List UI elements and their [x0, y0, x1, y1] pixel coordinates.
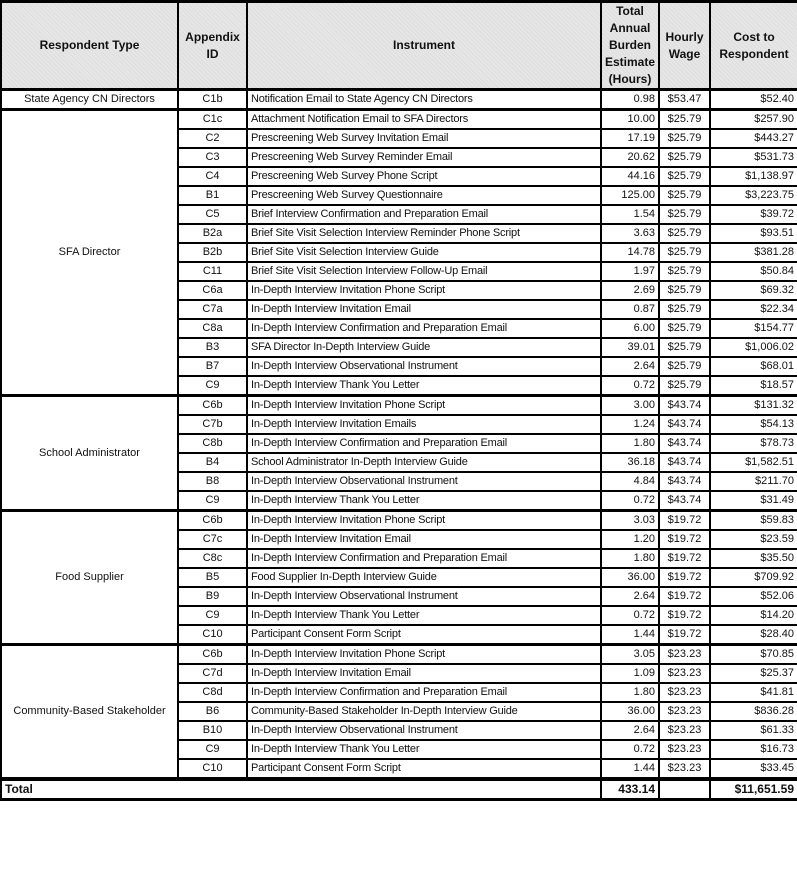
instrument-cell: Brief Interview Confirmation and Preparation Email	[247, 205, 601, 224]
hours-cell: 39.01	[601, 338, 659, 357]
table-row	[1, 110, 797, 130]
hourly-wage-cell: $23.23	[659, 702, 710, 721]
table-row	[1, 90, 797, 110]
hourly-wage-cell: $19.72	[659, 625, 710, 645]
instrument-cell: Prescreening Web Survey Questionnaire	[247, 186, 601, 205]
appendix-id-cell: B5	[178, 568, 247, 587]
total-row	[1, 779, 797, 800]
hourly-wage-cell: $23.23	[659, 683, 710, 702]
instrument-cell: In-Depth Interview Thank You Letter	[247, 491, 601, 511]
cost-cell: $35.50	[710, 549, 797, 568]
appendix-id-cell: C6b	[178, 396, 247, 416]
hourly-wage-cell: $23.23	[659, 664, 710, 683]
appendix-id-cell: B2a	[178, 224, 247, 243]
hours-cell: 0.72	[601, 740, 659, 759]
instrument-cell: In-Depth Interview Observational Instrument	[247, 721, 601, 740]
instrument-cell: In-Depth Interview Confirmation and Preparation Email	[247, 549, 601, 568]
instrument-cell: In-Depth Interview Thank You Letter	[247, 606, 601, 625]
instrument-cell: SFA Director In-Depth Interview Guide	[247, 338, 601, 357]
instrument-cell: School Administrator In-Depth Interview Guide	[247, 453, 601, 472]
instrument-cell: In-Depth Interview Observational Instrument	[247, 472, 601, 491]
appendix-id-cell: C9	[178, 376, 247, 396]
appendix-id-cell: C6b	[178, 511, 247, 531]
cost-cell: $1,006.02	[710, 338, 797, 357]
header-instrument: Instrument	[247, 2, 601, 90]
cost-cell: $39.72	[710, 205, 797, 224]
cost-cell: $78.73	[710, 434, 797, 453]
cost-cell: $131.32	[710, 396, 797, 416]
instrument-cell: In-Depth Interview Thank You Letter	[247, 376, 601, 396]
hourly-wage-cell: $43.74	[659, 472, 710, 491]
hourly-wage-cell: $25.79	[659, 243, 710, 262]
appendix-id-cell: C8c	[178, 549, 247, 568]
cost-cell: $257.90	[710, 110, 797, 130]
hourly-wage-cell: $23.23	[659, 740, 710, 759]
cost-cell: $61.33	[710, 721, 797, 740]
hourly-wage-cell: $53.47	[659, 90, 710, 110]
appendix-id-cell: C2	[178, 129, 247, 148]
hourly-wage-cell: $19.72	[659, 568, 710, 587]
cost-cell: $1,138.97	[710, 167, 797, 186]
instrument-cell: In-Depth Interview Observational Instrument	[247, 587, 601, 606]
hourly-wage-cell: $43.74	[659, 434, 710, 453]
appendix-id-cell: C1c	[178, 110, 247, 130]
hourly-wage-cell: $25.79	[659, 205, 710, 224]
hours-cell: 36.18	[601, 453, 659, 472]
cost-cell: $68.01	[710, 357, 797, 376]
hourly-wage-cell: $25.79	[659, 357, 710, 376]
instrument-cell: In-Depth Interview Confirmation and Preparation Email	[247, 319, 601, 338]
respondent-type-cell: School Administrator	[1, 396, 178, 511]
cost-cell: $709.92	[710, 568, 797, 587]
cost-cell: $836.28	[710, 702, 797, 721]
hours-cell: 10.00	[601, 110, 659, 130]
total-cost: $11,651.59	[710, 779, 797, 800]
cost-cell: $31.49	[710, 491, 797, 511]
hourly-wage-cell: $19.72	[659, 606, 710, 625]
appendix-id-cell: B4	[178, 453, 247, 472]
instrument-cell: In-Depth Interview Invitation Phone Script	[247, 645, 601, 665]
total-section	[1, 779, 797, 800]
instrument-cell: Prescreening Web Survey Phone Script	[247, 167, 601, 186]
hours-cell: 1.97	[601, 262, 659, 281]
cost-cell: $3,223.75	[710, 186, 797, 205]
instrument-cell: In-Depth Interview Thank You Letter	[247, 740, 601, 759]
hours-cell: 0.87	[601, 300, 659, 319]
appendix-id-cell: B1	[178, 186, 247, 205]
hourly-wage-cell: $23.23	[659, 759, 710, 779]
respondent-type-cell: Food Supplier	[1, 511, 178, 645]
appendix-id-cell: C7b	[178, 415, 247, 434]
hours-cell: 1.44	[601, 625, 659, 645]
appendix-id-cell: C9	[178, 491, 247, 511]
respondent-group	[1, 90, 797, 110]
respondent-type-cell: State Agency CN Directors	[1, 90, 178, 110]
header-row	[1, 2, 797, 90]
respondent-type-cell: SFA Director	[1, 110, 178, 396]
hourly-wage-cell: $25.79	[659, 338, 710, 357]
hours-cell: 3.05	[601, 645, 659, 665]
hourly-wage-cell: $25.79	[659, 262, 710, 281]
hourly-wage-cell: $43.74	[659, 396, 710, 416]
cost-cell: $52.06	[710, 587, 797, 606]
hourly-wage-cell: $25.79	[659, 148, 710, 167]
header-respondent-type: Respondent Type	[1, 2, 178, 90]
appendix-id-cell: C8d	[178, 683, 247, 702]
instrument-cell: Participant Consent Form Script	[247, 625, 601, 645]
hourly-wage-cell: $43.74	[659, 491, 710, 511]
table-row	[1, 511, 797, 531]
header-cost: Cost to Respondent	[710, 2, 797, 90]
header-appendix-id: Appendix ID	[178, 2, 247, 90]
cost-cell: $443.27	[710, 129, 797, 148]
appendix-id-cell: C8a	[178, 319, 247, 338]
appendix-id-cell: B7	[178, 357, 247, 376]
hourly-wage-cell: $25.79	[659, 300, 710, 319]
appendix-id-cell: B10	[178, 721, 247, 740]
appendix-id-cell: C3	[178, 148, 247, 167]
hourly-wage-cell: $19.72	[659, 530, 710, 549]
hours-cell: 0.72	[601, 376, 659, 396]
cost-cell: $52.40	[710, 90, 797, 110]
cost-cell: $54.13	[710, 415, 797, 434]
hourly-wage-cell: $43.74	[659, 453, 710, 472]
hours-cell: 2.64	[601, 721, 659, 740]
hours-cell: 1.24	[601, 415, 659, 434]
appendix-id-cell: C9	[178, 606, 247, 625]
cost-cell: $531.73	[710, 148, 797, 167]
hours-cell: 125.00	[601, 186, 659, 205]
instrument-cell: Brief Site Visit Selection Interview Follow-Up Email	[247, 262, 601, 281]
hours-cell: 3.00	[601, 396, 659, 416]
appendix-id-cell: C8b	[178, 434, 247, 453]
instrument-cell: In-Depth Interview Invitation Email	[247, 300, 601, 319]
cost-cell: $22.34	[710, 300, 797, 319]
hours-cell: 1.09	[601, 664, 659, 683]
hours-cell: 0.72	[601, 606, 659, 625]
instrument-cell: Prescreening Web Survey Reminder Email	[247, 148, 601, 167]
hours-cell: 44.16	[601, 167, 659, 186]
cost-cell: $14.20	[710, 606, 797, 625]
hours-cell: 4.84	[601, 472, 659, 491]
total-wage	[659, 779, 710, 800]
instrument-cell: Prescreening Web Survey Invitation Email	[247, 129, 601, 148]
appendix-id-cell: C4	[178, 167, 247, 186]
hourly-wage-cell: $25.79	[659, 376, 710, 396]
appendix-id-cell: B3	[178, 338, 247, 357]
hours-cell: 1.20	[601, 530, 659, 549]
appendix-id-cell: C1b	[178, 90, 247, 110]
hourly-wage-cell: $19.72	[659, 549, 710, 568]
hourly-wage-cell: $25.79	[659, 319, 710, 338]
cost-cell: $16.73	[710, 740, 797, 759]
hours-cell: 0.72	[601, 491, 659, 511]
hours-cell: 1.80	[601, 683, 659, 702]
hours-cell: 1.44	[601, 759, 659, 779]
table-row	[1, 396, 797, 416]
appendix-id-cell: C11	[178, 262, 247, 281]
respondent-group	[1, 645, 797, 780]
instrument-cell: In-Depth Interview Observational Instrument	[247, 357, 601, 376]
hours-cell: 2.64	[601, 357, 659, 376]
appendix-id-cell: C7a	[178, 300, 247, 319]
table-row	[1, 645, 797, 665]
instrument-cell: In-Depth Interview Confirmation and Preparation Email	[247, 434, 601, 453]
hourly-wage-cell: $25.79	[659, 224, 710, 243]
appendix-id-cell: C9	[178, 740, 247, 759]
instrument-cell: Brief Site Visit Selection Interview Reminder Phone Script	[247, 224, 601, 243]
header-hourly-wage: Hourly Wage	[659, 2, 710, 90]
instrument-cell: Brief Site Visit Selection Interview Guide	[247, 243, 601, 262]
instrument-cell: In-Depth Interview Invitation Phone Script	[247, 281, 601, 300]
appendix-id-cell: C6a	[178, 281, 247, 300]
instrument-cell: Notification Email to State Agency CN Directors	[247, 90, 601, 110]
hourly-wage-cell: $25.79	[659, 167, 710, 186]
cost-cell: $23.59	[710, 530, 797, 549]
instrument-cell: In-Depth Interview Invitation Email	[247, 664, 601, 683]
total-label: Total	[1, 779, 601, 800]
cost-cell: $1,582.51	[710, 453, 797, 472]
cost-cell: $93.51	[710, 224, 797, 243]
header-hours: Total Annual Burden Estimate (Hours)	[601, 2, 659, 90]
instrument-cell: Community-Based Stakeholder In-Depth Interview Guide	[247, 702, 601, 721]
hours-cell: 3.03	[601, 511, 659, 531]
appendix-id-cell: C10	[178, 759, 247, 779]
hours-cell: 1.54	[601, 205, 659, 224]
hourly-wage-cell: $25.79	[659, 281, 710, 300]
hourly-wage-cell: $25.79	[659, 110, 710, 130]
cost-cell: $211.70	[710, 472, 797, 491]
appendix-id-cell: C5	[178, 205, 247, 224]
cost-cell: $154.77	[710, 319, 797, 338]
respondent-group	[1, 511, 797, 645]
appendix-id-cell: C7d	[178, 664, 247, 683]
hourly-wage-cell: $25.79	[659, 186, 710, 205]
appendix-id-cell: C6b	[178, 645, 247, 665]
instrument-cell: Participant Consent Form Script	[247, 759, 601, 779]
hourly-wage-cell: $25.79	[659, 129, 710, 148]
hours-cell: 17.19	[601, 129, 659, 148]
hours-cell: 1.80	[601, 434, 659, 453]
instrument-cell: Attachment Notification Email to SFA Directors	[247, 110, 601, 130]
hourly-wage-cell: $43.74	[659, 415, 710, 434]
hours-cell: 2.69	[601, 281, 659, 300]
instrument-cell: In-Depth Interview Invitation Email	[247, 530, 601, 549]
cost-cell: $70.85	[710, 645, 797, 665]
cost-cell: $18.57	[710, 376, 797, 396]
total-hours: 433.14	[601, 779, 659, 800]
hourly-wage-cell: $19.72	[659, 511, 710, 531]
appendix-id-cell: C10	[178, 625, 247, 645]
hours-cell: 3.63	[601, 224, 659, 243]
table-header	[1, 2, 797, 90]
cost-cell: $59.83	[710, 511, 797, 531]
appendix-id-cell: B8	[178, 472, 247, 491]
cost-cell: $25.37	[710, 664, 797, 683]
respondent-type-cell: Community-Based Stakeholder	[1, 645, 178, 780]
appendix-id-cell: B2b	[178, 243, 247, 262]
hours-cell: 36.00	[601, 702, 659, 721]
appendix-id-cell: B6	[178, 702, 247, 721]
respondent-group	[1, 110, 797, 396]
hours-cell: 0.98	[601, 90, 659, 110]
hours-cell: 2.64	[601, 587, 659, 606]
cost-cell: $381.28	[710, 243, 797, 262]
hours-cell: 6.00	[601, 319, 659, 338]
hours-cell: 36.00	[601, 568, 659, 587]
instrument-cell: In-Depth Interview Invitation Emails	[247, 415, 601, 434]
cost-cell: $69.32	[710, 281, 797, 300]
hours-cell: 20.62	[601, 148, 659, 167]
appendix-id-cell: B9	[178, 587, 247, 606]
respondent-group	[1, 396, 797, 511]
hourly-wage-cell: $23.23	[659, 645, 710, 665]
cost-cell: $50.84	[710, 262, 797, 281]
instrument-cell: In-Depth Interview Confirmation and Preparation Email	[247, 683, 601, 702]
hours-cell: 1.80	[601, 549, 659, 568]
hours-cell: 14.78	[601, 243, 659, 262]
hourly-wage-cell: $19.72	[659, 587, 710, 606]
cost-cell: $28.40	[710, 625, 797, 645]
instrument-cell: In-Depth Interview Invitation Phone Script	[247, 396, 601, 416]
cost-cell: $33.45	[710, 759, 797, 779]
cost-cell: $41.81	[710, 683, 797, 702]
instrument-cell: In-Depth Interview Invitation Phone Script	[247, 511, 601, 531]
appendix-id-cell: C7c	[178, 530, 247, 549]
hourly-wage-cell: $23.23	[659, 721, 710, 740]
instrument-cell: Food Supplier In-Depth Interview Guide	[247, 568, 601, 587]
